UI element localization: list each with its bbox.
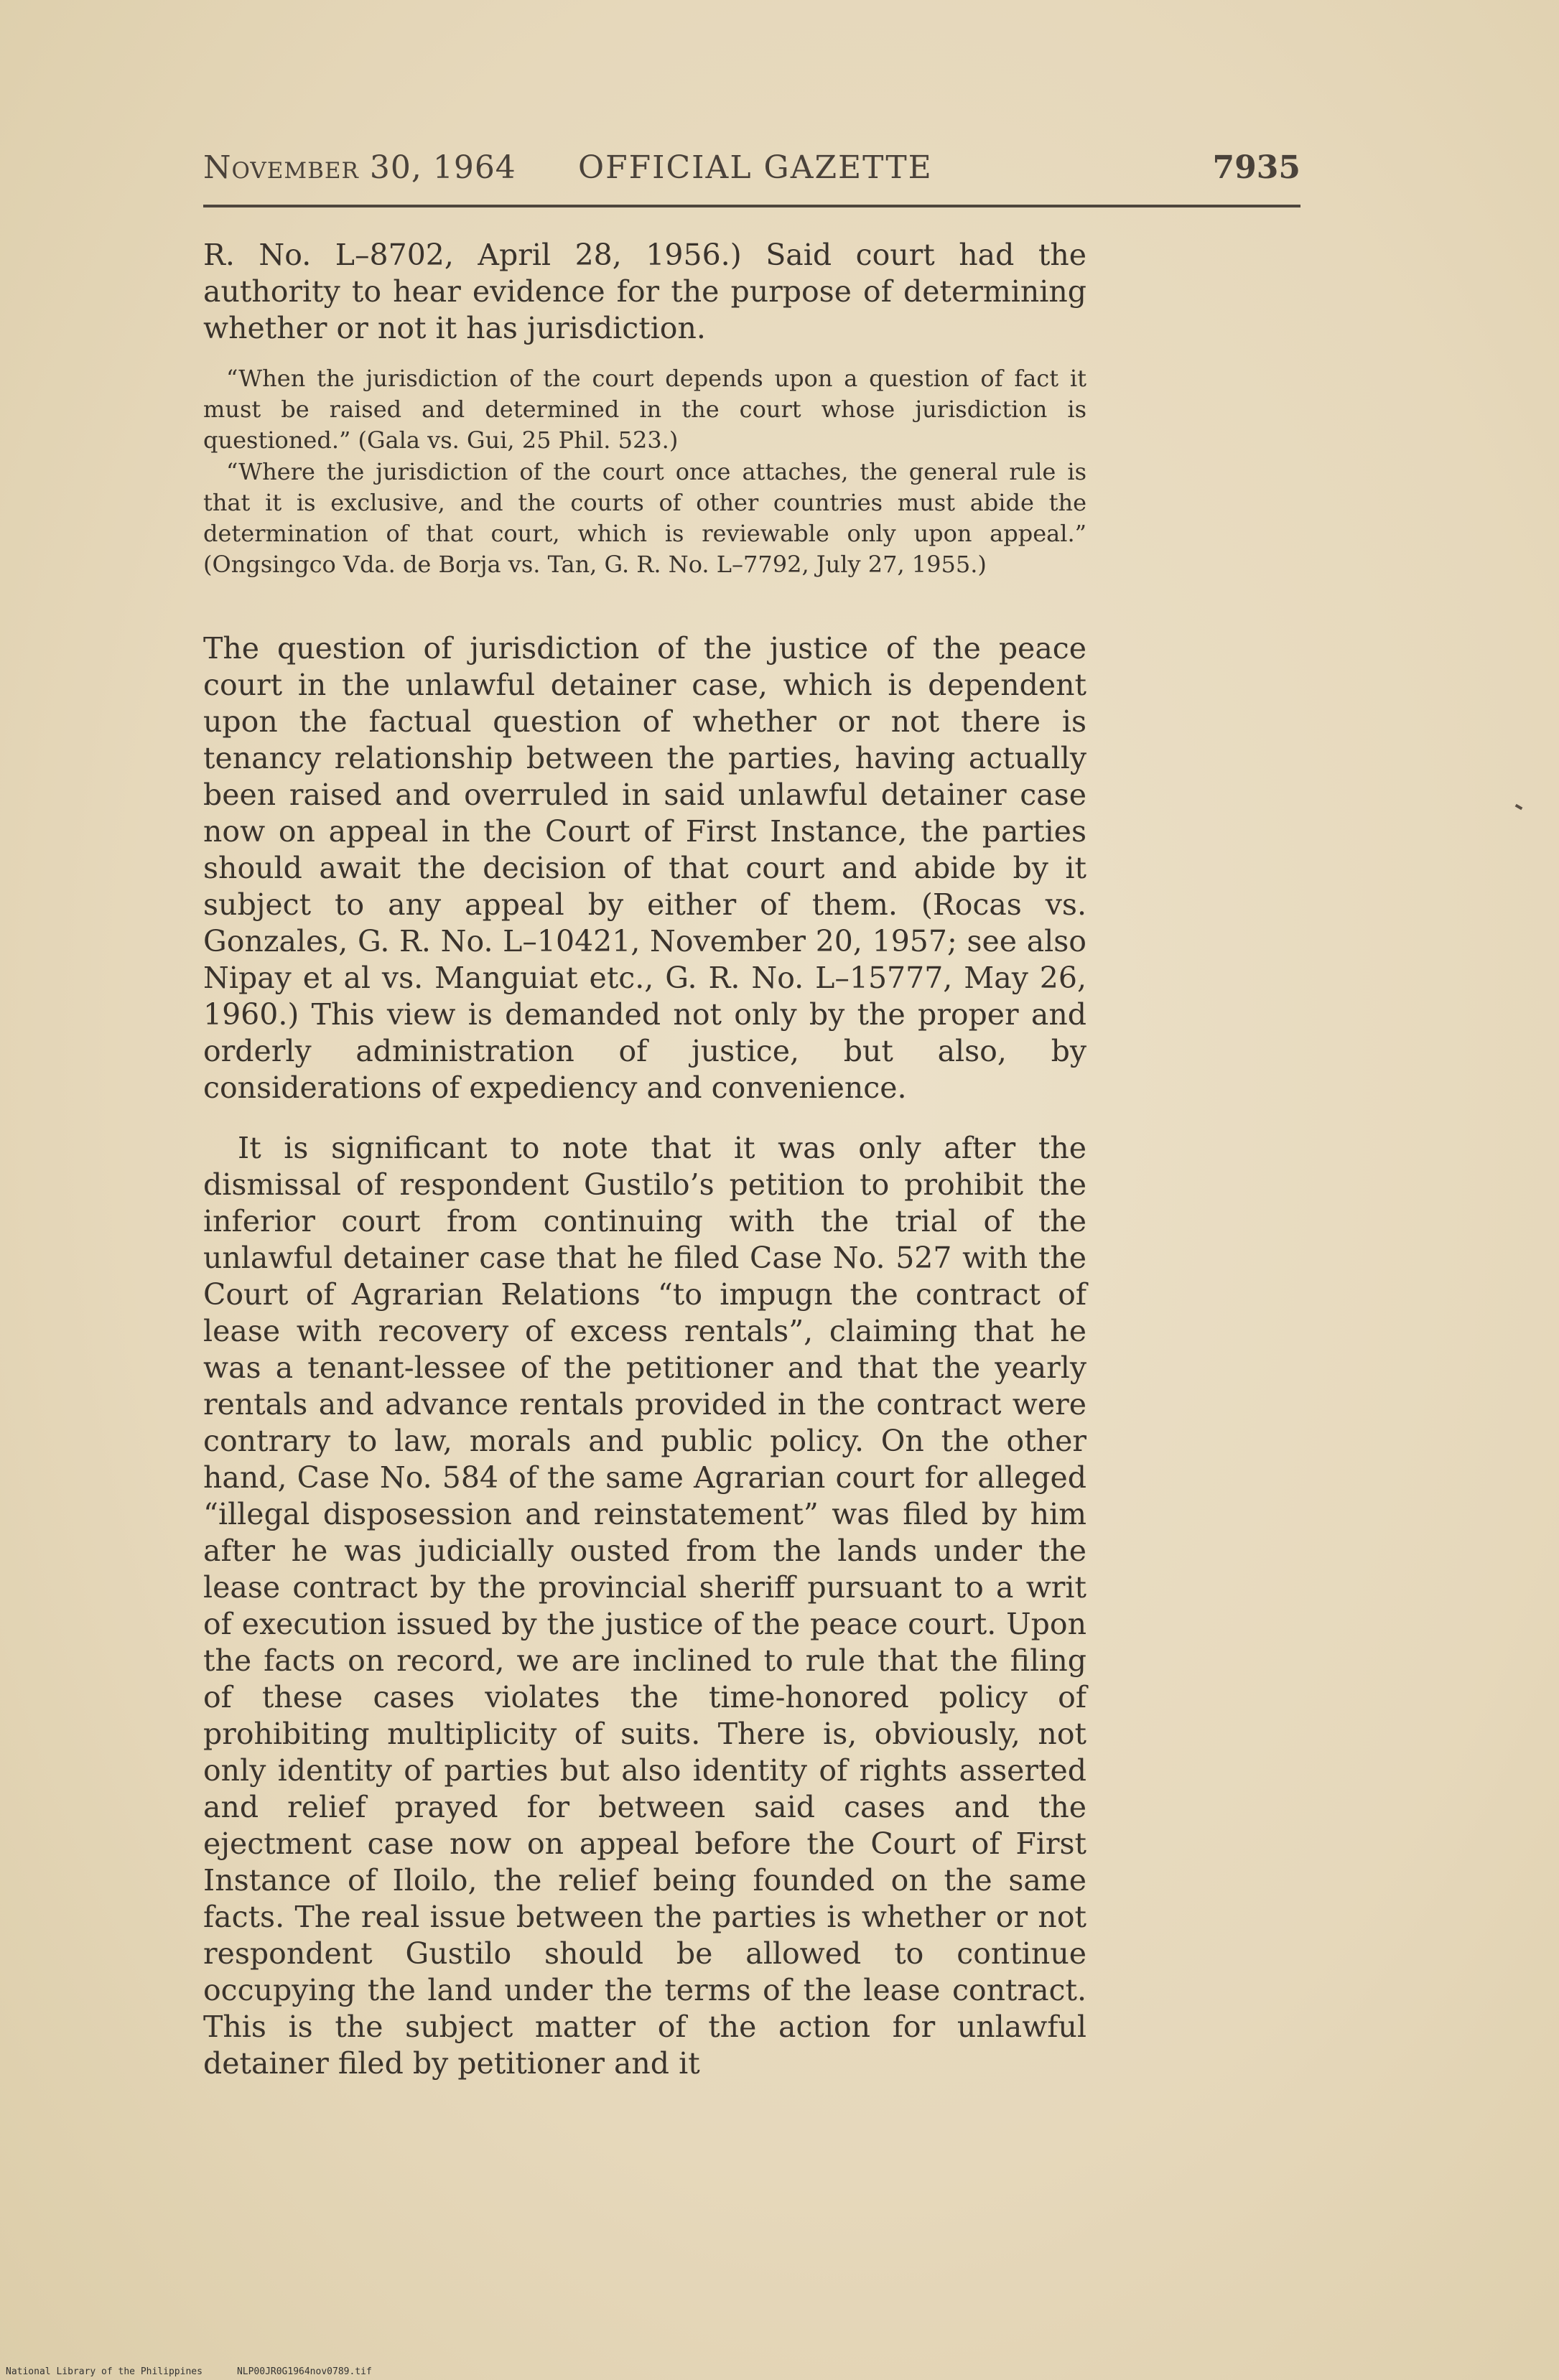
header-date: November 30, 1964 (203, 149, 516, 186)
page-header (203, 149, 1300, 192)
paragraph-1: R. No. L–8702, April 28, 1956.) Said court had the authority to hear evidence for the purpose of determining whether or not it has jurisdiction. (203, 238, 1086, 345)
paragraph-3: It is significant to note that it was only after the dismissal of respondent Gustilo’s petition to prohibit the inferior court from continuing with the trial of the unlawful detainer case that he filed Case No. 527 with the Court of Agrarian Relations “to impugn the contract of lease with recovery of excess rentals”, claiming that he was a tenant-lessee of the petitioner and that the yearly rentals and advance rentals provided in the contract were contrary to law, morals and public policy. On the other hand, Case No. 584 of the same Agrarian court for alleged “illegal disposession and reinstatement” was filed by him after he was judicially ousted from the lands under the lease contract by the provincial sheriff pursuant to a writ of execution issued by the justice of the peace court. Upon the facts on record, we are inclined to rule that the filing of these cases violates the time-honored policy of prohibiting multiplicity of suits. There is, obviously, not only identity of parties but also identity of rights asserted and relief prayed for between said cases and the ejectment case now on appeal before the Court of First Instance of Iloilo, the relief being founded on the same facts. The real issue between the parties is whether or not respondent Gustilo should be allowed to continue occupying the land under the terms of the lease contract. This is the subject matter of the action for unlawful detainer filed by petitioner and it (203, 1131, 1086, 2081)
margin-mark (1515, 804, 1523, 810)
quote-2: “Where the jurisdiction of the court once attaches, the general rule is that it is exclusive, and the courts of other countries must abide the determination of that court, which is reviewable only upon appeal.” (Ongsingco Vda. de Borja vs. Tan, G. R. No. L–7792, July 27, 1955.) (203, 458, 1086, 578)
footer-library: National Library of the Philippines (6, 2366, 203, 2377)
quote-1: “When the jurisdiction of the court depends upon a question of fact it must be raised and determined in the court whose jurisdiction is questioned.” (Gala vs. Gui, 25 Phil. 523.) (203, 365, 1086, 454)
header-title: OFFICIAL GAZETTE (578, 149, 933, 186)
header-rule (203, 205, 1300, 207)
paragraph-2: The question of jurisdiction of the justice of the peace court in the unlawful detainer case, which is dependent upon the factual question of whether or not there is tenancy relationship between the parties, having actually been raised and overruled in said unlawful detainer case now on appeal in the Court of First Instance, the parties should await the decision of that court and abide by it subject to any appeal by either of them. (Rocas vs. Gonzales, G. R. No. L–10421, November 20, 1957; see also Nipay et al vs. Manguiat etc., G. R. No. L–15777, May 26, 1960.) This view is demanded not only by the proper and orderly administration of justice, but also, by considerations of expediency and convenience. (203, 631, 1086, 1105)
footer-filename: NLP00JR0G1964nov0789.tif (236, 2366, 372, 2377)
scan-footer (6, 2366, 406, 2377)
page-number: 7935 (1212, 149, 1300, 186)
